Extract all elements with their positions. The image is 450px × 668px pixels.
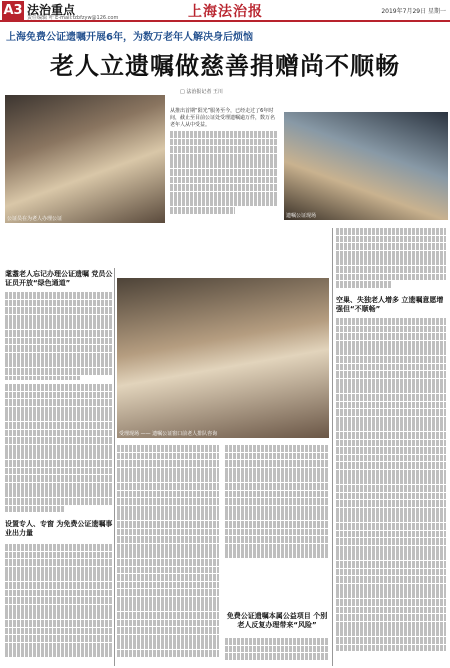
section-heading-2: 设置专人、专窗 为免费公证遗嘱事业出力量 bbox=[5, 520, 113, 537]
section-heading-1: 耄耋老人忘记办理公证遗嘱 党员公证员开放“绿色通道” bbox=[5, 270, 113, 287]
column-rule bbox=[114, 268, 115, 666]
photo-caption: 受理现场 —— 遗嘱公证窗口前老人排队咨询 bbox=[119, 431, 218, 437]
section-heading-3: 免费公证遗嘱本属公益项目 个别老人反复办理带来“风险” bbox=[226, 612, 328, 629]
body-column-3b bbox=[225, 638, 329, 666]
photo-caption: 遗嘱公证现场 bbox=[286, 213, 317, 219]
article-headline: 老人立遗嘱做慈善捐赠尚不顺畅 bbox=[50, 52, 400, 80]
section-heading-4: 空巢、失独老人增多 立遗嘱意愿增强但“不顺畅” bbox=[336, 296, 444, 313]
photo-notary-with-elderly bbox=[5, 95, 165, 223]
issue-date: 2019年7月29日 星期一 bbox=[381, 8, 446, 15]
masthead bbox=[0, 0, 450, 22]
photo-service-window bbox=[117, 278, 329, 438]
section-badge: A3 bbox=[3, 3, 23, 18]
body-column-1b bbox=[5, 544, 113, 664]
body-column-3a bbox=[225, 445, 329, 565]
column-rule bbox=[332, 228, 333, 666]
body-column-2 bbox=[117, 445, 219, 665]
article-byline: □ 法治报记者 王川 bbox=[180, 89, 223, 95]
photo-notary-office bbox=[284, 112, 448, 220]
article-subhead: 上海免费公证遗嘱开展6年，为数万老年人解决身后烦恼 bbox=[6, 32, 253, 43]
article-lead bbox=[170, 108, 278, 215]
lead-text: 从推出首期“阳光”服务至今，已经走过了6年时间，截止至目前公证处受理遗嘱逾万件，数万名老年人从中受益。 bbox=[170, 108, 276, 128]
body-column-4a bbox=[336, 228, 446, 288]
body-column-1c bbox=[5, 384, 113, 514]
section-title: 法治重点 bbox=[27, 3, 76, 17]
newspaper-logo: 上海法治报 bbox=[188, 4, 263, 20]
section-meta: 责任编辑 叶 E-mail:fzbfzyw@126.com bbox=[27, 15, 119, 21]
body-column-1a bbox=[5, 292, 113, 380]
body-column-4b bbox=[336, 318, 446, 664]
photo-caption: 公证员在为老人办理公证 bbox=[7, 216, 63, 222]
